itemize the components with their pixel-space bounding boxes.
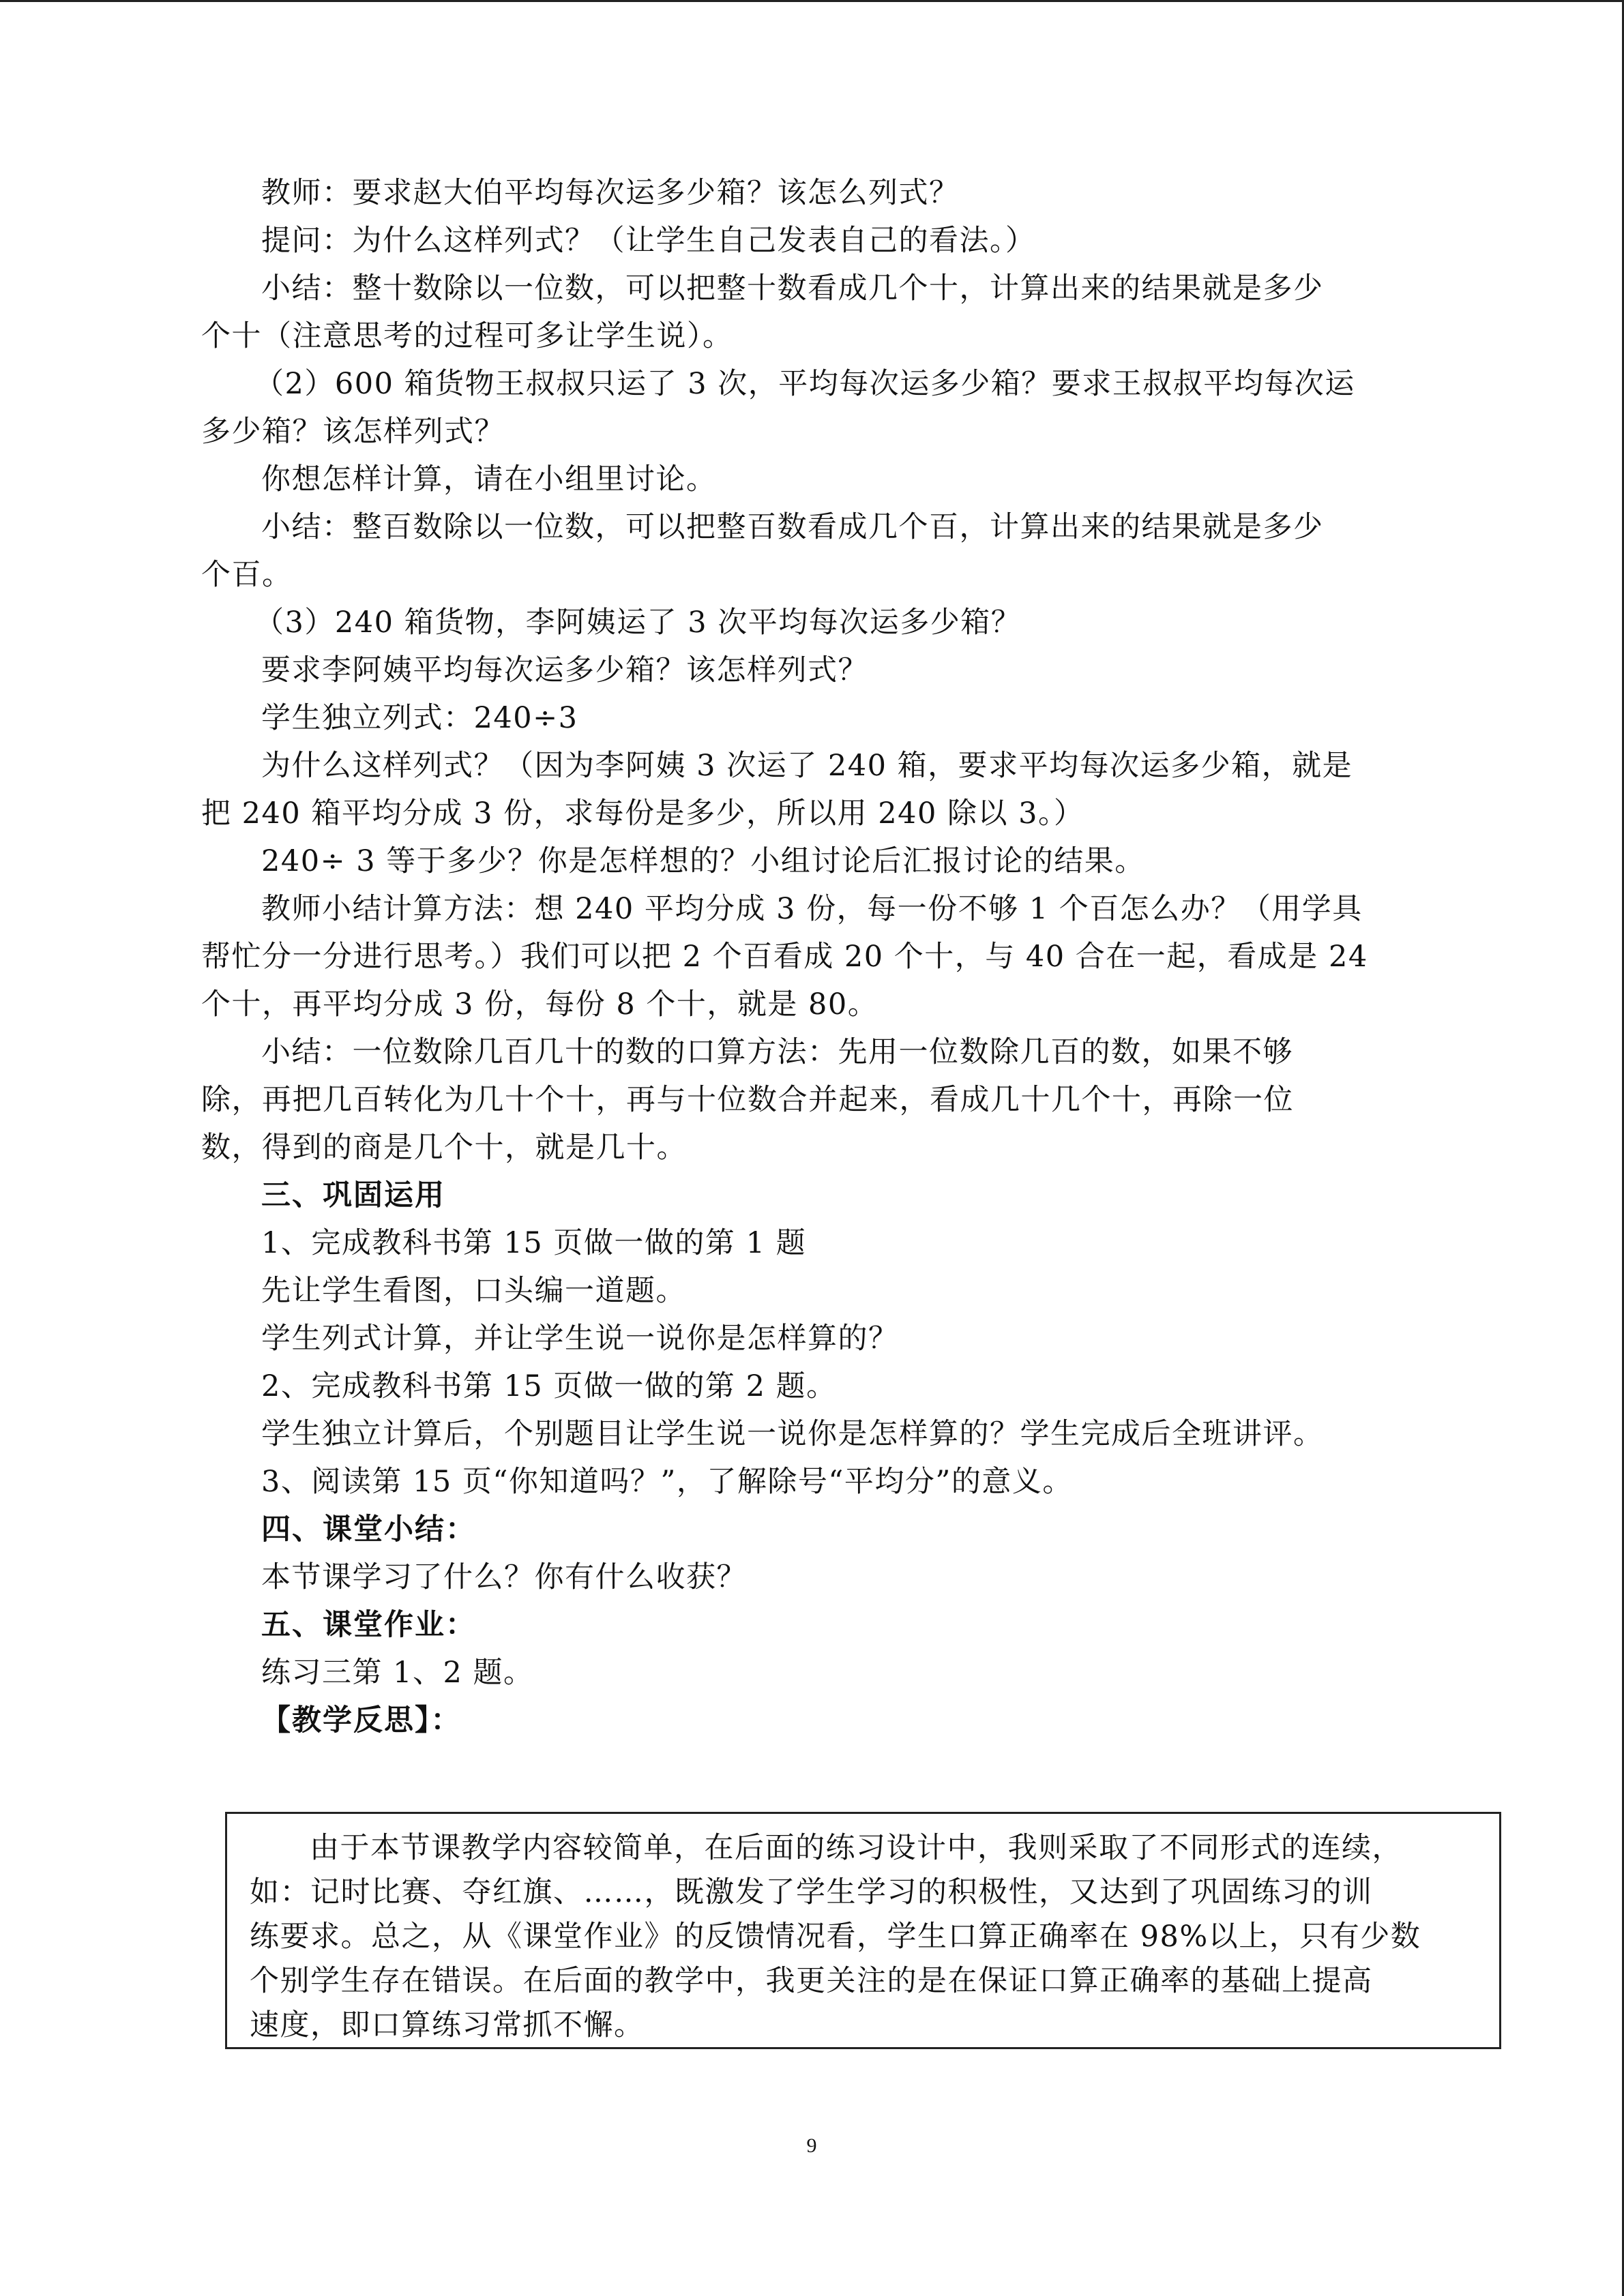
paragraph-line: 多少箱？该怎样列式？ xyxy=(201,415,505,449)
page-number: 9 xyxy=(806,2134,817,2157)
paragraph-line: 把 240 箱平均分成 3 份，求每份是多少，所以用 240 除以 3。） xyxy=(201,796,1084,831)
paragraph-line: 练习三第 1、2 题。 xyxy=(261,1656,534,1690)
paragraph-line: 数，得到的商是几个十，就是几十。 xyxy=(201,1131,687,1165)
reflection-box xyxy=(225,1812,1501,2049)
paragraph-line: 小结：整百数除以一位数，可以把整百数看成几个百，计算出来的结果就是多少 xyxy=(261,510,1324,544)
list-item: 学生独立计算后，个别题目让学生说一说你是怎样算的？学生完成后全班讲评。 xyxy=(261,1417,1324,1451)
paragraph-line: （2）600 箱货物王叔叔只运了 3 次，平均每次运多少箱？要求王叔叔平均每次运 xyxy=(254,367,1355,401)
list-item: 3、阅读第 15 页“你知道吗？”，了解除号“平均分”的意义。 xyxy=(261,1465,1073,1499)
list-item: 1、完成教科书第 15 页做一做的第 1 题 xyxy=(261,1226,807,1260)
reflection-line: 如：记时比赛、夺红旗、……，既激发了学生学习的积极性，又达到了巩固练习的训 xyxy=(250,1875,1373,1909)
paragraph-line: 本节课学习了什么？你有什么收获？ xyxy=(261,1560,747,1594)
reflection-line: 练要求。总之，从《课堂作业》的反馈情况看，学生口算正确率在 98%以上，只有少数 xyxy=(250,1920,1421,1954)
section-heading-reflection: 【教学反思】： xyxy=(261,1703,462,1738)
paragraph-line: 小结：整十数除以一位数，可以把整十数看成几个十，计算出来的结果就是多少 xyxy=(261,271,1324,305)
paragraph-line: 个十（注意思考的过程可多让学生说）。 xyxy=(201,319,733,353)
paragraph-line: 要求李阿姨平均每次运多少箱？该怎样列式？ xyxy=(261,653,868,687)
paragraph-line: 提问：为什么这样列式？（让学生自己发表自己的看法。） xyxy=(261,224,1036,258)
paragraph-line: 240÷ 3 等于多少？你是怎样想的？小组讨论后汇报讨论的结果。 xyxy=(261,844,1145,878)
reflection-line: 由于本节课教学内容较简单，在后面的练习设计中，我则采取了不同形式的连续， xyxy=(310,1831,1402,1865)
page-border-top xyxy=(0,0,1624,2)
paragraph-line: 除，再把几百转化为几十个十，再与十位数合并起来，看成几十几个十，再除一位 xyxy=(201,1083,1294,1117)
paragraph-line: 为什么这样列式？（因为李阿姨 3 次运了 240 箱，要求平均每次运多少箱，就是 xyxy=(261,749,1353,783)
paragraph-line: 学生独立列式：240÷3 xyxy=(261,701,578,735)
paragraph-line: 你想怎样计算，请在小组里讨论。 xyxy=(261,462,717,496)
paragraph-line: 个十，再平均分成 3 份，每份 8 个十，就是 80。 xyxy=(201,987,879,1022)
paragraph-line: 教师小结计算方法：想 240 平均分成 3 份，每一份不够 1 个百怎么办？（用学具 xyxy=(261,892,1363,926)
paragraph-line: 小结：一位数除几百几十的数的口算方法：先用一位数除几百的数，如果不够 xyxy=(261,1035,1293,1069)
list-item: 学生列式计算，并让学生说一说你是怎样算的？ xyxy=(261,1322,899,1356)
paragraph-line: 个百。 xyxy=(201,558,293,592)
paragraph-line: （3）240 箱货物，李阿姨运了 3 次平均每次运多少箱？ xyxy=(254,606,1022,640)
section-heading-homework: 五、课堂作业： xyxy=(261,1608,476,1642)
paragraph-line: 帮忙分一分进行思考。）我们可以把 2 个百看成 20 个十，与 40 合在一起，看成是 24 xyxy=(201,940,1368,974)
paragraph-line: 教师：要求赵大伯平均每次运多少箱？该怎么列式？ xyxy=(261,176,960,210)
document-body xyxy=(201,169,1456,1744)
reflection-line: 个别学生存在错误。在后面的教学中，我更关注的是在保证口算正确率的基础上提高 xyxy=(250,1964,1373,1998)
list-item: 先让学生看图，口头编一道题。 xyxy=(261,1274,686,1308)
reflection-line: 速度，即口算练习常抓不懈。 xyxy=(250,2008,645,2042)
section-heading-summary: 四、课堂小结： xyxy=(261,1512,476,1547)
section-heading-consolidation: 三、巩固运用 xyxy=(261,1178,445,1212)
list-item: 2、完成教科书第 15 页做一做的第 2 题。 xyxy=(261,1369,837,1403)
